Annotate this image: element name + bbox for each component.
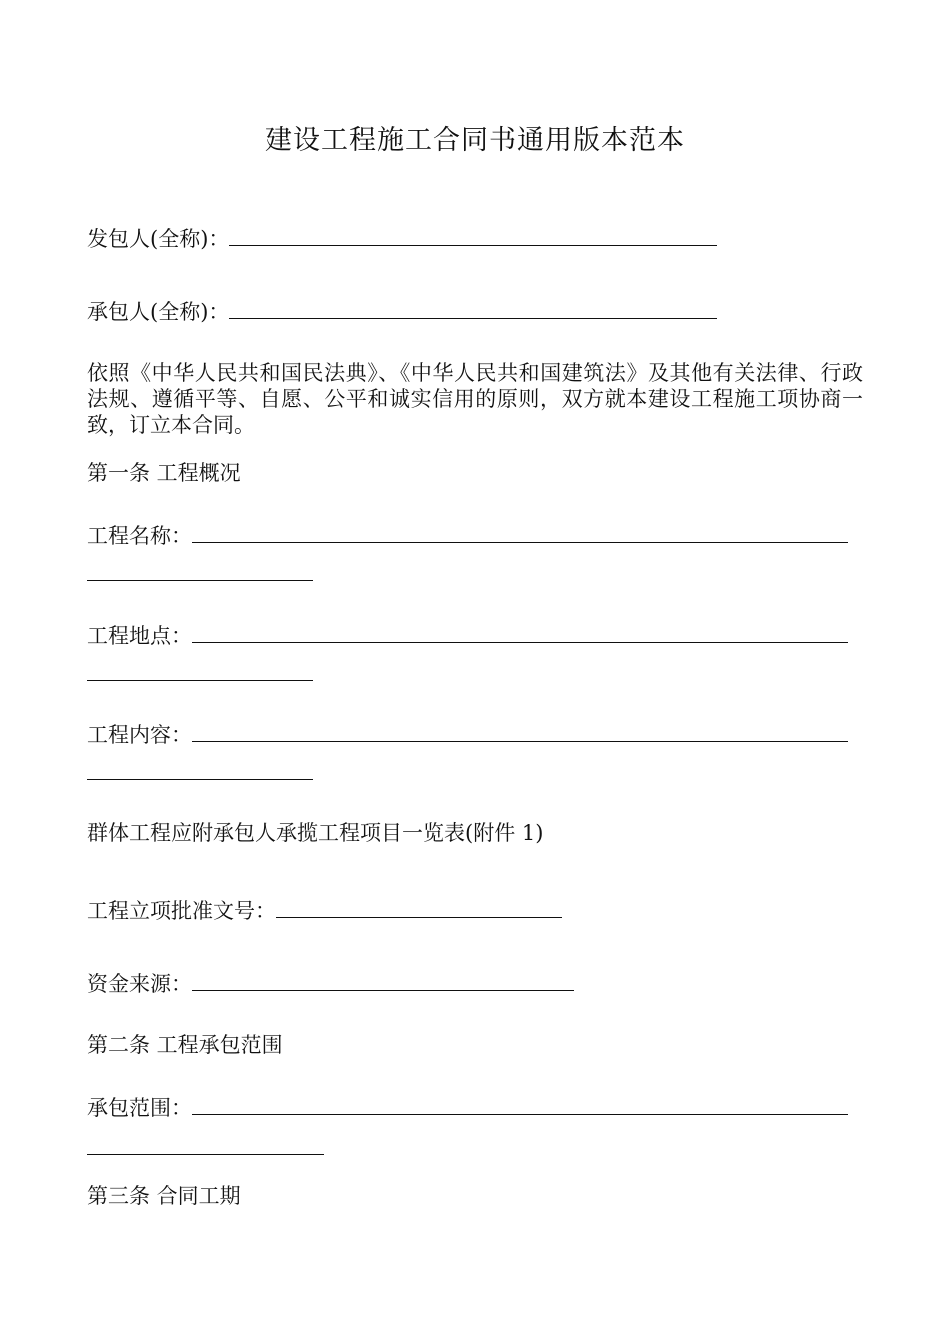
employer-label: 发包人(全称)：: [87, 227, 230, 251]
scope-blank-continued[interactable]: [87, 1154, 324, 1155]
contractor-blank[interactable]: [229, 298, 717, 319]
contractor-field: [87, 298, 717, 325]
project-location-blank-continued[interactable]: [87, 680, 313, 681]
article2-heading: 第二条 工程承包范围: [87, 1033, 283, 1057]
approval-number-blank[interactable]: [276, 897, 562, 918]
project-content-blank-continued[interactable]: [87, 779, 313, 780]
approval-number-label: 工程立项批准文号：: [87, 899, 276, 923]
article1-heading: 第一条 工程概况: [87, 461, 241, 485]
project-location-field: [87, 622, 848, 649]
funding-source-label: 资金来源：: [87, 972, 192, 996]
project-content-label: 工程内容：: [87, 723, 192, 747]
group-project-note: 群体工程应附承包人承揽工程项目一览表(附件 1): [87, 821, 544, 845]
project-name-blank-continued[interactable]: [87, 580, 313, 581]
scope-label: 承包范围：: [87, 1096, 192, 1120]
project-location-label: 工程地点：: [87, 624, 192, 648]
project-content-field: [87, 721, 848, 748]
scope-field: [87, 1094, 848, 1121]
project-name-field: [87, 522, 848, 549]
funding-source-blank[interactable]: [192, 970, 574, 991]
preamble-paragraph: 依照《中华人民共和国民法典》、《中华人民共和国建筑法》及其他有关法律、行政法规、遵循平等、自愿、公平和诚实信用的原则，双方就本建设工程施工项协商一致，订立本合同。: [87, 361, 863, 437]
project-location-blank[interactable]: [192, 622, 848, 643]
employer-field: [87, 225, 717, 252]
scope-blank[interactable]: [192, 1094, 848, 1115]
contractor-label: 承包人(全称)：: [87, 300, 230, 324]
project-name-label: 工程名称：: [87, 524, 192, 548]
project-content-blank[interactable]: [192, 721, 848, 742]
project-name-blank[interactable]: [192, 522, 848, 543]
employer-blank[interactable]: [229, 225, 717, 246]
article3-heading: 第三条 合同工期: [87, 1184, 241, 1208]
approval-number-field: [87, 897, 562, 924]
document-title: 建设工程施工合同书通用版本范本: [265, 125, 685, 156]
funding-source-field: [87, 970, 574, 997]
